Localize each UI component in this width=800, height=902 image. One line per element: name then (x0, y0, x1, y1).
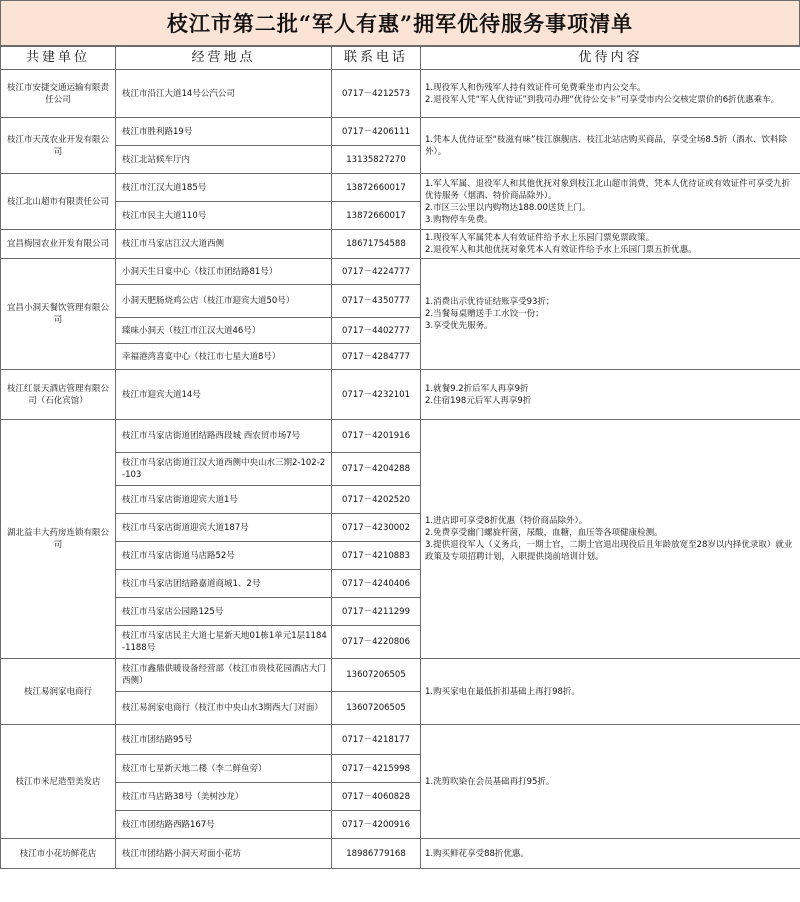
address-cell: 小洞天生日宴中心（枝江市团结路81号） (116, 259, 332, 285)
table-row (1, 118, 800, 146)
benefit-item: 1.就餐9.2折后军人再享9折 (425, 383, 529, 394)
phone-cell: 0717－4232101 (332, 370, 421, 420)
benefit-item: 1.进店即可享受8折优惠（特价商品除外）。 (425, 516, 588, 526)
address-cell: 枝江市马家店街道迎宾大道1号 (116, 486, 332, 514)
header-address: 经营地点 (116, 47, 332, 70)
unit-name-cell: 枝江市天茂农业开发有限公司 (1, 118, 116, 174)
benefit-item: 1.消费出示优待证结账享受93折； (425, 297, 555, 307)
phone-cell: 13607206505 (332, 659, 421, 692)
benefit-item: 1.军人军属、退役军人和其他优抚对象到枝江北山超市消费，凭本人优待证或有效证件可享受九折优待服务（烟酒、特价商品除外）。 (425, 178, 791, 201)
phone-cell: 0717－4350777 (332, 285, 421, 318)
benefit-item: 1.购买家电在最低折扣基础上再打98折。 (425, 686, 580, 697)
address-cell: 枝江市团结路小洞天对面小花坊 (116, 839, 332, 869)
phone-cell: 0717－4402777 (332, 318, 421, 344)
benefit-item: 2.市区三公里以内购物达188.00送货上门。 (425, 202, 591, 213)
address-cell: 枝江市沿江大道14号公汽公司 (116, 70, 332, 118)
benefits-cell (421, 118, 800, 174)
address-cell: 枝江市鑫鼎供暖设备经营部（枝江市贵枝花园酒店大门西侧） (116, 659, 332, 692)
benefits-cell (421, 230, 800, 259)
address-cell: 枝江市马家店团结路嘉道商城1、2号 (116, 570, 332, 598)
unit-name-cell: 湖北益丰大药房连锁有限公司 (1, 420, 116, 659)
benefit-item: 3.购物停车免费。 (425, 214, 493, 225)
address-cell: 枝江市江汉大道185号 (116, 174, 332, 202)
address-cell: 枝江市马家店街道团结路西段城 西农贸市场7号 (116, 420, 332, 453)
address-cell: 枝江市团结路95号 (116, 725, 332, 755)
benefit-item: 1.凭本人优待证至“枝滋有味”枝江旗舰店、枝江北站店购买商品，享受全场8.5折（酒水、饮料除外）。 (425, 134, 787, 157)
phone-cell: 0717－4200916 (332, 811, 421, 839)
table-body (1, 70, 800, 869)
phone-cell: 0717－4215998 (332, 755, 421, 783)
address-cell: 枝江易润家电商行（枝江市中央山水3期西大门对面） (116, 692, 332, 725)
address-cell: 枝江市马店路38号（美树沙龙） (116, 783, 332, 811)
address-cell: 幸福港湾喜宴中心（枝江市七星大道8号） (116, 344, 332, 370)
table-row (1, 659, 800, 692)
benefit-item: 1.购买鲜花享受88折优惠。 (425, 848, 529, 859)
address-cell: 枝江市团结路西路167号 (116, 811, 332, 839)
unit-name-cell: 枝江北山超市有限责任公司 (1, 174, 116, 230)
address-cell: 枝江市胜利路19号 (116, 118, 332, 146)
document-title: 枝江市第二批“军人有惠”拥军优待服务事项清单 (0, 0, 800, 46)
unit-name-cell: 枝江市小花坊鲜花店 (1, 839, 116, 869)
address-cell: 枝江市马家店街道马店路52号 (116, 542, 332, 570)
table-row (1, 230, 800, 259)
phone-cell: 13135827270 (332, 146, 421, 174)
unit-name-cell: 枝江市安捷交通运输有限责任公司 (1, 70, 116, 118)
benefit-item: 3.提供退役军人（义务兵，一期士官，二期士官退出现役后且年龄放宽至28岁以内择优录取）就业政策及专项招聘计划，入职提供岗前培训计划。 (425, 540, 793, 562)
phone-cell: 0717－4230002 (332, 514, 421, 542)
phone-cell: 0717－4218177 (332, 725, 421, 755)
phone-cell: 0717－4206111 (332, 118, 421, 146)
benefit-item: 1.现役军人和伤残军人持有效证件可免费乘坐市内公交车。 (425, 82, 646, 93)
address-cell: 枝江市七星新天地二楼（李二鲜鱼旁） (116, 755, 332, 783)
header-phone: 联系电话 (332, 47, 421, 70)
address-cell: 枝江市马家店民主大道七星新天地01栋1单元1层1184-1188号 (116, 626, 332, 659)
header-benefits: 优待内容 (421, 47, 800, 70)
benefits-cell (421, 725, 800, 839)
benefit-item: 1.洗剪吹染在会员基础再打95折。 (425, 776, 555, 787)
phone-cell: 0717－4224777 (332, 259, 421, 285)
address-cell: 枝江北站候车厅内 (116, 146, 332, 174)
phone-cell: 0717－4211299 (332, 598, 421, 626)
phone-cell: 0717－4201916 (332, 420, 421, 453)
phone-cell: 0717－4204288 (332, 453, 421, 486)
table-row (1, 174, 800, 202)
phone-cell: 0717－4284777 (332, 344, 421, 370)
table-row (1, 370, 800, 420)
benefits-cell (421, 174, 800, 230)
benefits-table (0, 46, 800, 869)
phone-cell: 0717－4220806 (332, 626, 421, 659)
benefits-cell (421, 70, 800, 118)
header-unit: 共建单位 (1, 47, 116, 70)
address-cell: 枝江市民主大道110号 (116, 202, 332, 230)
unit-name-cell: 宜昌梅园农业开发有限公司 (1, 230, 116, 259)
phone-cell: 13872660017 (332, 174, 421, 202)
phone-cell: 18671754588 (332, 230, 421, 259)
phone-cell: 0717－4240406 (332, 570, 421, 598)
unit-name-cell: 枝江红景天酒店管理有限公司（石化宾馆） (1, 370, 116, 420)
table-row (1, 725, 800, 755)
phone-cell: 0717－4060828 (332, 783, 421, 811)
benefits-cell (421, 420, 800, 659)
phone-cell: 0717－4202520 (332, 486, 421, 514)
unit-name-cell: 枝江易润家电商行 (1, 659, 116, 725)
phone-cell: 0717－4212573 (332, 70, 421, 118)
table-row (1, 420, 800, 453)
address-cell: 臻味小洞天（枝江市江汉大道46号） (116, 318, 332, 344)
address-cell: 枝江市马家店街道迎宾大道187号 (116, 514, 332, 542)
unit-name-cell: 枝江市米尼造型美发店 (1, 725, 116, 839)
benefit-item: 2.当餐每桌赠送手工水饺一份； (425, 309, 544, 319)
table-row (1, 839, 800, 869)
benefits-cell (421, 659, 800, 725)
benefits-cell (421, 259, 800, 370)
benefit-item: 3.享受优先服务。 (425, 321, 493, 331)
phone-cell: 18986779168 (332, 839, 421, 869)
phone-cell: 0717－4210883 (332, 542, 421, 570)
address-cell: 枝江市马家店公园路125号 (116, 598, 332, 626)
address-cell: 枝江市迎宾大道14号 (116, 370, 332, 420)
benefits-cell (421, 839, 800, 869)
address-cell: 枝江市马家店江汉大道西侧 (116, 230, 332, 259)
benefit-item: 2.住宿198元后军人再享9折 (425, 395, 532, 406)
benefit-item: 1.现役军人军属凭本人有效证件给予水上乐园门票免票政策。 (425, 233, 655, 243)
benefit-item: 2.退役军人和其他优抚对象凭本人有效证件给予水上乐园门票五折优惠。 (425, 245, 697, 255)
benefits-cell (421, 370, 800, 420)
address-cell: 小洞天肥肠烧鸡公店（枝江市迎宾大道50号） (116, 285, 332, 318)
table-row (1, 259, 800, 285)
table-header-row (1, 47, 800, 70)
address-cell: 枝江市马家店街道江汉大道西侧中央山水三期2-102-2-103 (116, 453, 332, 486)
table-row (1, 70, 800, 118)
benefit-item: 2.免费享受幽门螺旋杆菌，尿酸，血糖，血压等各项健康检测。 (425, 528, 663, 538)
phone-cell: 13607206505 (332, 692, 421, 725)
phone-cell: 13872660017 (332, 202, 421, 230)
benefit-item: 2.退役军人凭“军人优待证”到我司办理“优待公交卡”可享受市内公交核定票价的6折优惠乘车。 (425, 94, 780, 105)
unit-name-cell: 宜昌小洞天餐饮管理有限公司 (1, 259, 116, 370)
